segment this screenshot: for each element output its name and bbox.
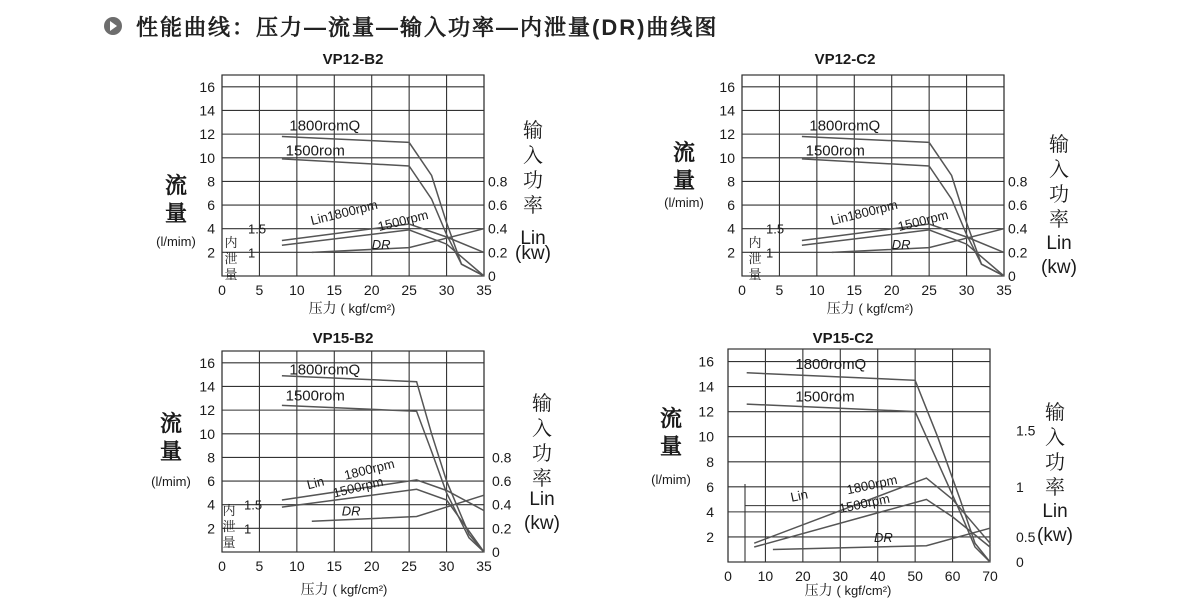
x-tick-label: 30	[438, 282, 455, 298]
y-tick-label: 16	[719, 78, 735, 95]
x-axis-title: 压力 ( kgf/cm²)	[804, 582, 892, 598]
power-tick-label: 0.6	[492, 473, 512, 490]
y-tick-label: 10	[199, 149, 215, 166]
power-axis-title: 输	[523, 120, 543, 142]
y-tick-label: 8	[207, 173, 215, 190]
series-label: 1500rpm	[896, 207, 950, 234]
power-tick-label: 0	[492, 544, 500, 560]
power-axis-title: 功	[532, 443, 552, 465]
power-axis-title: 功	[1045, 452, 1065, 474]
y-tick-label: 10	[698, 428, 714, 445]
y-tick-label: 6	[706, 478, 714, 495]
x-axis-title: 压力 ( kgf/cm²)	[308, 300, 396, 316]
y-axis-title: 流	[659, 406, 683, 431]
chart-title: VP15-C2	[812, 330, 874, 347]
power-axis-title: Lin	[1042, 501, 1068, 522]
x-tick-label: 50	[907, 568, 923, 584]
series-label: DR	[371, 236, 391, 252]
power-tick-label: 0.4	[1008, 220, 1028, 237]
series-label: 1500rpm	[331, 473, 385, 501]
leak-axis-label: 量	[224, 267, 238, 282]
leak-axis-label: 泄	[748, 251, 762, 266]
chart-panel	[664, 51, 1077, 316]
y-axis-unit: (l/mim)	[651, 472, 691, 487]
x-tick-label: 40	[869, 568, 886, 584]
leak-tick-label: 1.5	[766, 221, 785, 237]
series-label: 1500rom	[285, 142, 345, 160]
power-tick-label: 0.4	[488, 220, 508, 237]
power-tick-label: 0.6	[488, 197, 508, 214]
chart-panel	[651, 330, 1073, 598]
y-tick-label: 16	[199, 354, 215, 371]
x-axis-unit: ( kgf/cm²)	[340, 301, 396, 316]
series-label: 1800romQ	[289, 117, 361, 135]
power-tick-label: 0.8	[488, 173, 508, 190]
x-axis-title: 压力 ( kgf/cm²)	[826, 300, 914, 316]
chart-title: VP12-B2	[322, 51, 384, 68]
power-axis-unit: (kw)	[515, 243, 551, 264]
y-tick-label: 14	[698, 378, 714, 395]
y-tick-label: 2	[706, 528, 714, 545]
series-line-leak	[312, 229, 484, 253]
y-tick-label: 6	[727, 197, 735, 214]
power-tick-label: 0.2	[488, 244, 508, 261]
power-axis-title: Lin	[529, 489, 555, 510]
leak-axis-label: 内	[222, 503, 236, 518]
y-tick-label: 2	[207, 520, 215, 537]
series-label: DR	[891, 236, 911, 252]
chart-panel	[151, 330, 560, 597]
chart-title: VP15-B2	[312, 330, 374, 347]
x-tick-label: 30	[438, 558, 455, 574]
y-tick-label: 4	[207, 220, 215, 237]
y-axis-title: 流	[164, 173, 188, 198]
leak-axis-label: 泄	[224, 251, 238, 266]
x-tick-label: 20	[363, 282, 380, 298]
series-label: 1500rom	[805, 142, 865, 160]
series-label: Lin	[305, 473, 326, 493]
power-axis-title: 入	[1045, 427, 1065, 449]
plot-frame	[222, 351, 484, 552]
y-axis-unit: (l/mim)	[664, 195, 704, 210]
x-tick-label: 10	[289, 282, 305, 298]
power-tick-label: 1	[1016, 478, 1024, 495]
x-tick-label: 0	[724, 568, 732, 584]
plot-frame	[222, 75, 484, 276]
y-tick-label: 6	[207, 473, 215, 490]
leak-axis-label: 量	[222, 535, 236, 550]
power-axis-title: Lin	[520, 228, 546, 249]
y-tick-label: 16	[698, 353, 714, 370]
x-tick-label: 70	[982, 568, 998, 584]
x-tick-label: 0	[218, 282, 226, 298]
power-tick-label: 0	[1008, 268, 1016, 284]
leak-tick-label: 1	[248, 245, 256, 261]
chart-panel	[156, 51, 551, 316]
series-label: 1500rpm	[837, 490, 892, 517]
y-tick-label: 14	[199, 102, 215, 119]
x-axis-title: 压力 ( kgf/cm²)	[300, 581, 388, 597]
series-label: 1800rpm	[845, 471, 899, 498]
x-tick-label: 60	[944, 568, 961, 584]
series-label: DR	[341, 503, 361, 519]
power-axis-title: 率	[1045, 477, 1065, 499]
y-tick-label: 8	[727, 173, 735, 190]
leak-tick-label: 1	[766, 245, 774, 261]
power-tick-label: 0.5	[1016, 528, 1036, 545]
x-tick-label: 10	[289, 558, 305, 574]
x-tick-label: 15	[846, 282, 863, 298]
x-tick-label: 15	[326, 282, 343, 298]
power-tick-label: 0.8	[1008, 173, 1028, 190]
series-label: 1800romQ	[809, 117, 881, 135]
y-tick-label: 14	[199, 378, 215, 395]
x-axis-unit: ( kgf/cm²)	[858, 301, 914, 316]
y-axis-unit: (l/mim)	[151, 474, 191, 489]
series-label: 1500rom	[795, 388, 855, 406]
y-tick-label: 12	[199, 402, 215, 419]
y-tick-label: 2	[727, 244, 735, 261]
x-tick-label: 25	[401, 558, 417, 574]
series-label: DR	[873, 529, 893, 545]
power-tick-label: 0.2	[1008, 244, 1028, 261]
series-label: 1800rpm	[342, 455, 397, 483]
power-axis-title: 率	[523, 195, 543, 217]
power-axis-title: 功	[1049, 184, 1069, 206]
x-tick-label: 30	[958, 282, 975, 298]
x-tick-label: 20	[363, 558, 380, 574]
y-tick-label: 10	[199, 425, 215, 442]
y-tick-label: 4	[207, 496, 215, 513]
x-tick-label: 10	[757, 568, 774, 584]
series-label: Lin	[789, 486, 810, 505]
power-axis-title: 入	[523, 145, 543, 167]
power-axis-title: 功	[523, 170, 543, 192]
power-tick-label: 1.5	[1016, 422, 1036, 439]
power-tick-label: 0.4	[492, 496, 512, 513]
x-tick-label: 20	[883, 282, 900, 298]
y-axis-title: 量	[672, 168, 696, 193]
power-axis-unit: (kw)	[524, 513, 560, 534]
power-axis-title: 率	[1049, 209, 1069, 231]
x-tick-label: 35	[996, 282, 1012, 298]
y-tick-label: 16	[199, 78, 215, 95]
power-axis-unit: (kw)	[1037, 525, 1073, 546]
y-tick-label: 14	[719, 102, 735, 119]
x-tick-label: 5	[255, 558, 264, 574]
x-tick-label: 25	[921, 282, 937, 298]
series-label: 1500rom	[285, 387, 345, 405]
section-title: 性能曲线：压力—流量—输入功率—内泄量(DR)曲线图	[136, 14, 719, 40]
power-axis-unit: (kw)	[1041, 257, 1077, 278]
power-axis-title: 输	[1045, 402, 1065, 424]
power-axis-title: Lin	[1046, 233, 1072, 254]
plot-frame	[728, 349, 990, 562]
x-tick-label: 20	[795, 568, 811, 584]
leak-axis-label: 内	[748, 235, 762, 250]
x-tick-label: 35	[476, 282, 492, 298]
power-axis-title: 入	[532, 418, 552, 440]
y-axis-unit: (l/mim)	[156, 234, 196, 249]
chart-title: VP12-C2	[814, 51, 876, 68]
series-label: 1800romQ	[289, 361, 361, 379]
y-tick-label: 4	[727, 220, 735, 237]
power-axis-title: 入	[1049, 159, 1069, 181]
power-tick-label: 0.2	[492, 520, 512, 537]
leak-tick-label: 1.5	[248, 221, 267, 237]
x-tick-label: 0	[738, 282, 746, 298]
power-tick-label: 0	[488, 268, 496, 284]
series-line-flow	[747, 373, 990, 562]
y-tick-label: 12	[719, 126, 735, 143]
leak-axis-label: 内	[224, 235, 238, 250]
series-line-leak	[832, 229, 1004, 253]
y-axis-title: 流	[672, 140, 696, 165]
leak-axis-label: 量	[748, 267, 762, 282]
y-tick-label: 12	[698, 403, 714, 420]
power-tick-label: 0	[1016, 554, 1024, 570]
y-axis-title: 流	[159, 411, 183, 436]
x-tick-label: 0	[218, 558, 226, 574]
power-axis-title: 率	[532, 468, 552, 490]
y-axis-title: 量	[164, 201, 188, 226]
x-axis-unit: ( kgf/cm²)	[332, 582, 388, 597]
y-axis-title: 量	[159, 439, 183, 464]
series-label: Lin1800rpm	[308, 196, 380, 229]
leak-tick-label: 1	[244, 521, 252, 537]
y-tick-label: 12	[199, 126, 215, 143]
leak-tick-label: 1.5	[244, 497, 263, 513]
x-tick-label: 5	[775, 282, 784, 298]
power-axis-title: 输	[532, 393, 552, 415]
x-tick-label: 15	[326, 558, 343, 574]
y-tick-label: 2	[207, 244, 215, 261]
series-label: 1500rpm	[376, 207, 430, 234]
x-tick-label: 35	[476, 558, 492, 574]
leak-axis-label: 泄	[222, 519, 236, 534]
y-tick-label: 4	[706, 503, 714, 520]
y-tick-label: 8	[207, 449, 215, 466]
y-tick-label: 8	[706, 453, 714, 470]
x-tick-label: 5	[255, 282, 264, 298]
x-tick-label: 30	[832, 568, 849, 584]
x-tick-label: 25	[401, 282, 417, 298]
x-axis-unit: ( kgf/cm²)	[836, 583, 892, 598]
y-axis-title: 量	[659, 434, 683, 459]
power-tick-label: 0.6	[1008, 197, 1028, 214]
power-tick-label: 0.8	[492, 449, 512, 466]
series-label: 1800romQ	[795, 356, 867, 374]
x-tick-label: 10	[809, 282, 825, 298]
power-axis-title: 输	[1049, 134, 1069, 156]
plot-frame	[742, 75, 1004, 276]
series-label: Lin1800rpm	[828, 196, 900, 229]
y-tick-label: 10	[719, 149, 735, 166]
y-tick-label: 6	[207, 197, 215, 214]
